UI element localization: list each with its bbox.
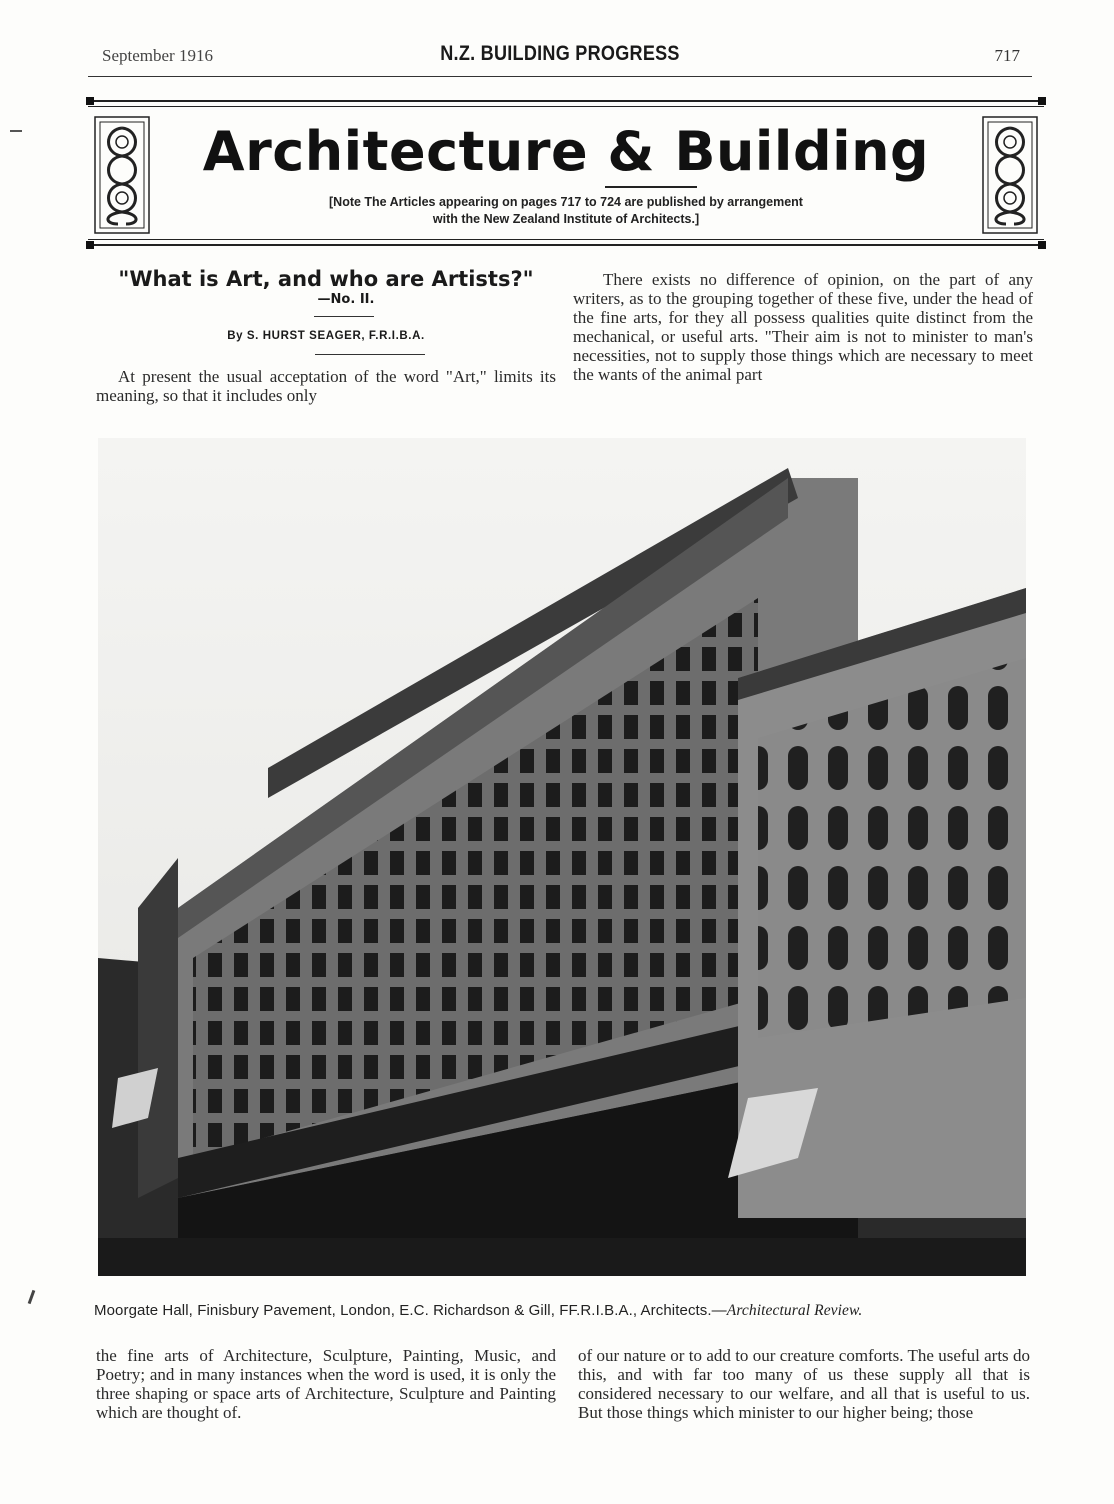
paragraph: At present the usual acceptation of the word "Art," limits its meaning, so that it includes only: [96, 367, 556, 405]
paragraph: the fine arts of Architecture, Sculpture, Painting, Music, and Poetry; and in many instances when the word is used, it is only the three shaping or space arts of Architecture, Sculpture and Painting which are thought of.: [96, 1346, 556, 1422]
paragraph: of our nature or to add to our creature comforts. The useful arts do this, and with far too many of us these supply all that is considered necessary to our welfare, and all that is useful to us. But those things which minister to our higher being; those: [578, 1346, 1030, 1422]
page-number: 717: [994, 46, 1020, 65]
section-banner: [88, 100, 1044, 246]
margin-mark: [28, 1290, 36, 1304]
caption-text: Moorgate Hall, Finisbury Pavement, London, E.C. Richardson & Gill, FF.R.I.B.A., Architects.—: [94, 1302, 727, 1319]
running-head: [88, 40, 1032, 77]
celtic-knot-ornament-icon: [94, 116, 150, 234]
section-title: Architecture & Building: [202, 120, 930, 183]
section-note: [158, 194, 974, 228]
article-column-left-continued: [96, 1346, 556, 1422]
celtic-knot-ornament-icon: [982, 116, 1038, 234]
title-underline: [605, 186, 697, 188]
building-photograph: [98, 438, 1026, 1276]
divider: [315, 354, 425, 355]
journal-title: N.Z. BUILDING PROGRESS: [440, 42, 680, 65]
divider: [314, 316, 374, 317]
byline: By S. HURST SEAGER, F.R.I.B.A.: [227, 330, 425, 342]
section-note-line: with the New Zealand Institute of Architects.]: [432, 212, 700, 226]
article-number: —No. II.: [317, 292, 375, 307]
article-column-right-continued: [578, 1346, 1030, 1422]
paragraph: There exists no difference of opinion, on the part of any writers, as to the grouping together of these five, under the head of the fine arts, for they all possess qualities quite distinct from the mechanical, or useful arts. "Their aim is not to minister to man's necessities, not to supply those things which are necessary to meet the wants of the animal part: [573, 270, 1033, 384]
margin-mark: [10, 130, 22, 132]
article-column-left: [96, 266, 556, 405]
article-column-right: [573, 270, 1033, 384]
section-note-line: [Note The Articles appearing on pages 717 to 724 are published by arrangement: [329, 195, 803, 209]
article-title: "What is Art, and who are Artists?": [118, 267, 534, 291]
issue-date: September 1916: [102, 46, 213, 65]
photo-caption: [94, 1302, 1034, 1320]
caption-source: Architectural Review.: [726, 1302, 863, 1319]
